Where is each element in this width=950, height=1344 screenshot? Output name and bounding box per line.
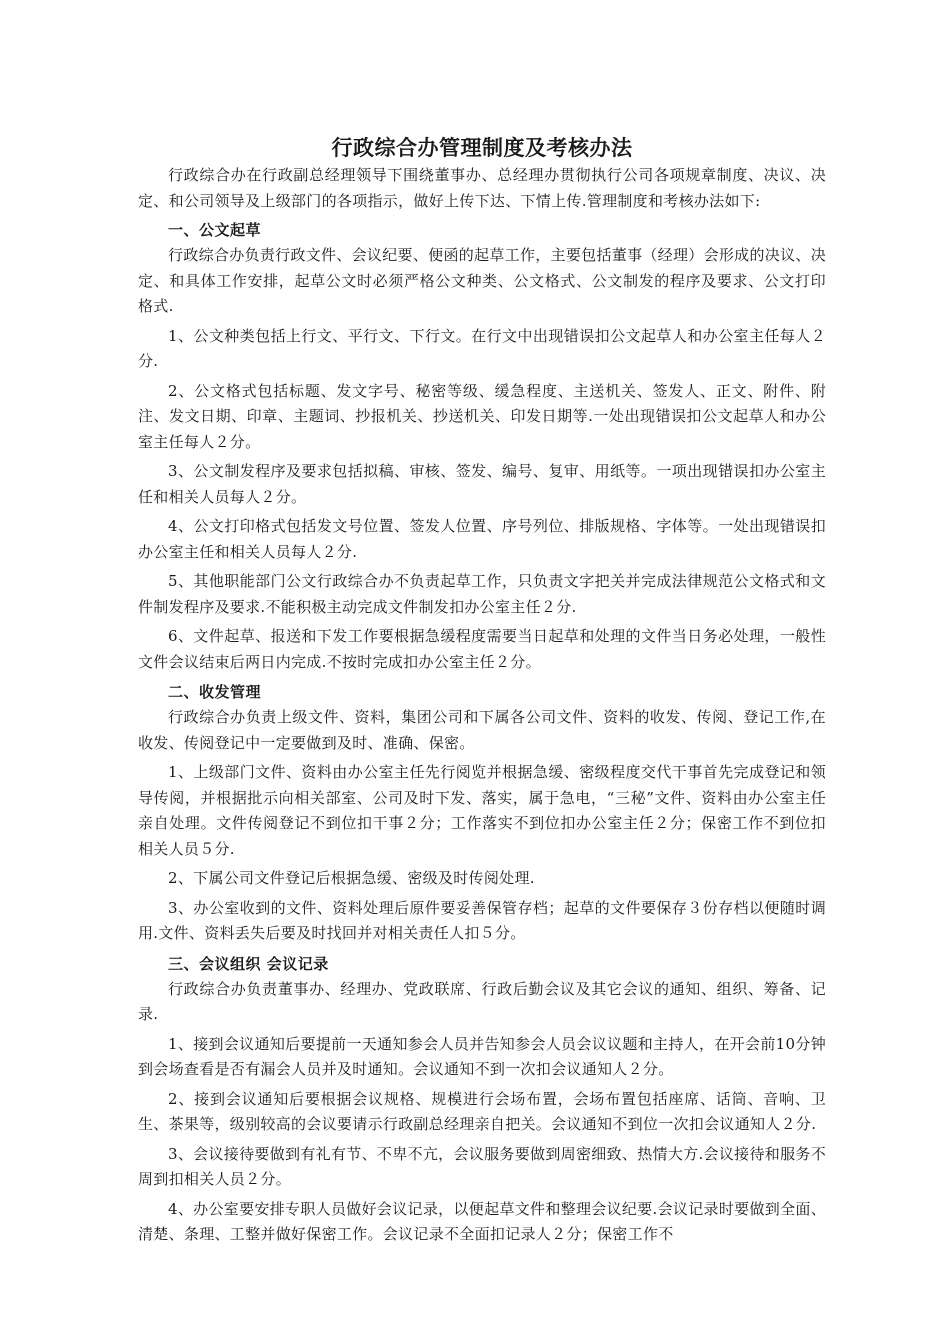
document-title: 行政综合办管理制度及考核办法 xyxy=(331,135,633,160)
list-item: 2、公文格式包括标题、发文字号、秘密等级、缓急程度、主送机关、签发人、正文、附件、附注、发文日期、印章、主题词、抄报机关、抄送机关、印发日期等.一处出现错误扣公文起草人和办公室主任每人２分。 xyxy=(138,381,826,451)
list-item: 1、上级部门文件、资料由办公室主任先行阅览并根据急缓、密级程度交代干事首先完成登记和领导传阅，并根据批示向相关部室、公司及时下发、落实，属于急电，“三秘”文件、资料由办公室主任亲自处理。文件传阅登记不到位扣干事２分；工作落实不到位扣办公室主任２分；保密工作不到位扣相关人员５分. xyxy=(138,763,826,858)
section-drafting xyxy=(138,217,826,675)
section-intro: 行政综合办负责上级文件、资料，集团公司和下属各公司文件、资料的收发、传阅、登记工作,在收发、传阅登记中一定要做到及时、准确、保密。 xyxy=(138,708,826,752)
list-item: 4、公文打印格式包括发文号位置、签发人位置、序号列位、排版规格、字体等。一处出现错误扣办公室主任和相关人员每人２分. xyxy=(138,517,826,561)
section-intro: 行政综合办负责行政文件、会议纪要、便函的起草工作，主要包括董事（经理）会形成的决议、决定、和具体工作安排，起草公文时必须严格公文种类、公文格式、公文制发的程序及要求、公文打印格式. xyxy=(138,246,826,315)
list-item: 6、文件起草、报送和下发工作要根据急缓程度需要当日起草和处理的文件当日务必处理，一般性文件会议结束后两日内完成.不按时完成扣办公室主任２分。 xyxy=(138,627,826,671)
section-heading: 三、会议组织 会议记录 xyxy=(168,954,329,973)
section-heading: 一、公文起草 xyxy=(168,221,262,239)
list-item: 5、其他职能部门公文行政综合办不负责起草工作，只负责文字把关并完成法律规范公文格式和文件制发程序及要求.不能积极主动完成文件制发扣办公室主任２分. xyxy=(138,572,826,616)
list-item: 1、接到会议通知后要提前一天通知参会人员并告知参会人员会议议题和主持人，在开会前10分钟到会场查看是否有漏会人员并及时通知。会议通知不到一次扣会议通知人２分。 xyxy=(138,1034,826,1078)
list-item: 3、办公室收到的文件、资料处理后原件要妥善保管存档；起草的文件要保存３份存档以便随时调用.文件、资料丢失后要及时找回并对相关责任人扣５分。 xyxy=(138,898,826,942)
list-item: 1、公文种类包括上行文、平行文、下行文。在行文中出现错误扣公文起草人和办公室主任每人２分. xyxy=(138,326,826,370)
section-dispatch xyxy=(138,679,826,947)
section-intro: 行政综合办负责董事办、经理办、党政联席、行政后勤会议及其它会议的通知、组织、筹备、记录. xyxy=(138,979,826,1023)
document-intro: 行政综合办在行政副总经理领导下围绕董事办、总经理办贯彻执行公司各项规章制度、决议、决定、和公司领导及上级部门的各项指示，做好上传下达、下情上传.管理制度和考核办法如下: xyxy=(138,166,826,210)
list-item: 2、下属公司文件登记后根据急缓、密级及时传阅处理. xyxy=(168,869,535,887)
list-item: 4、办公室要安排专职人员做好会议记录，以便起草文件和整理会议纪要.会议记录时要做到全面、清楚、条理、工整并做好保密工作。会议记录不全面扣记录人２分；保密工作不 xyxy=(138,1199,826,1243)
list-item: 3、公文制发程序及要求包括拟稿、审核、签发、编号、复审、用纸等。一项出现错误扣办公室主任和相关人员每人２分。 xyxy=(138,462,826,506)
list-item: 3、会议接待要做到有礼有节、不卑不亢，会议服务要做到周密细致、热情大方.会议接待和服务不周到扣相关人员２分。 xyxy=(138,1144,826,1188)
section-heading: 二、收发管理 xyxy=(168,683,262,701)
section-meetings xyxy=(138,951,826,1248)
document-page xyxy=(138,133,826,1252)
list-item: 2、接到会议通知后要根据会议规格、规模进行会场布置，会场布置包括座席、话筒、音响、卫生、茶果等，级别较高的会议要请示行政副总经理亲自把关。会议通知不到位一次扣会议通知人２分. xyxy=(138,1089,826,1133)
